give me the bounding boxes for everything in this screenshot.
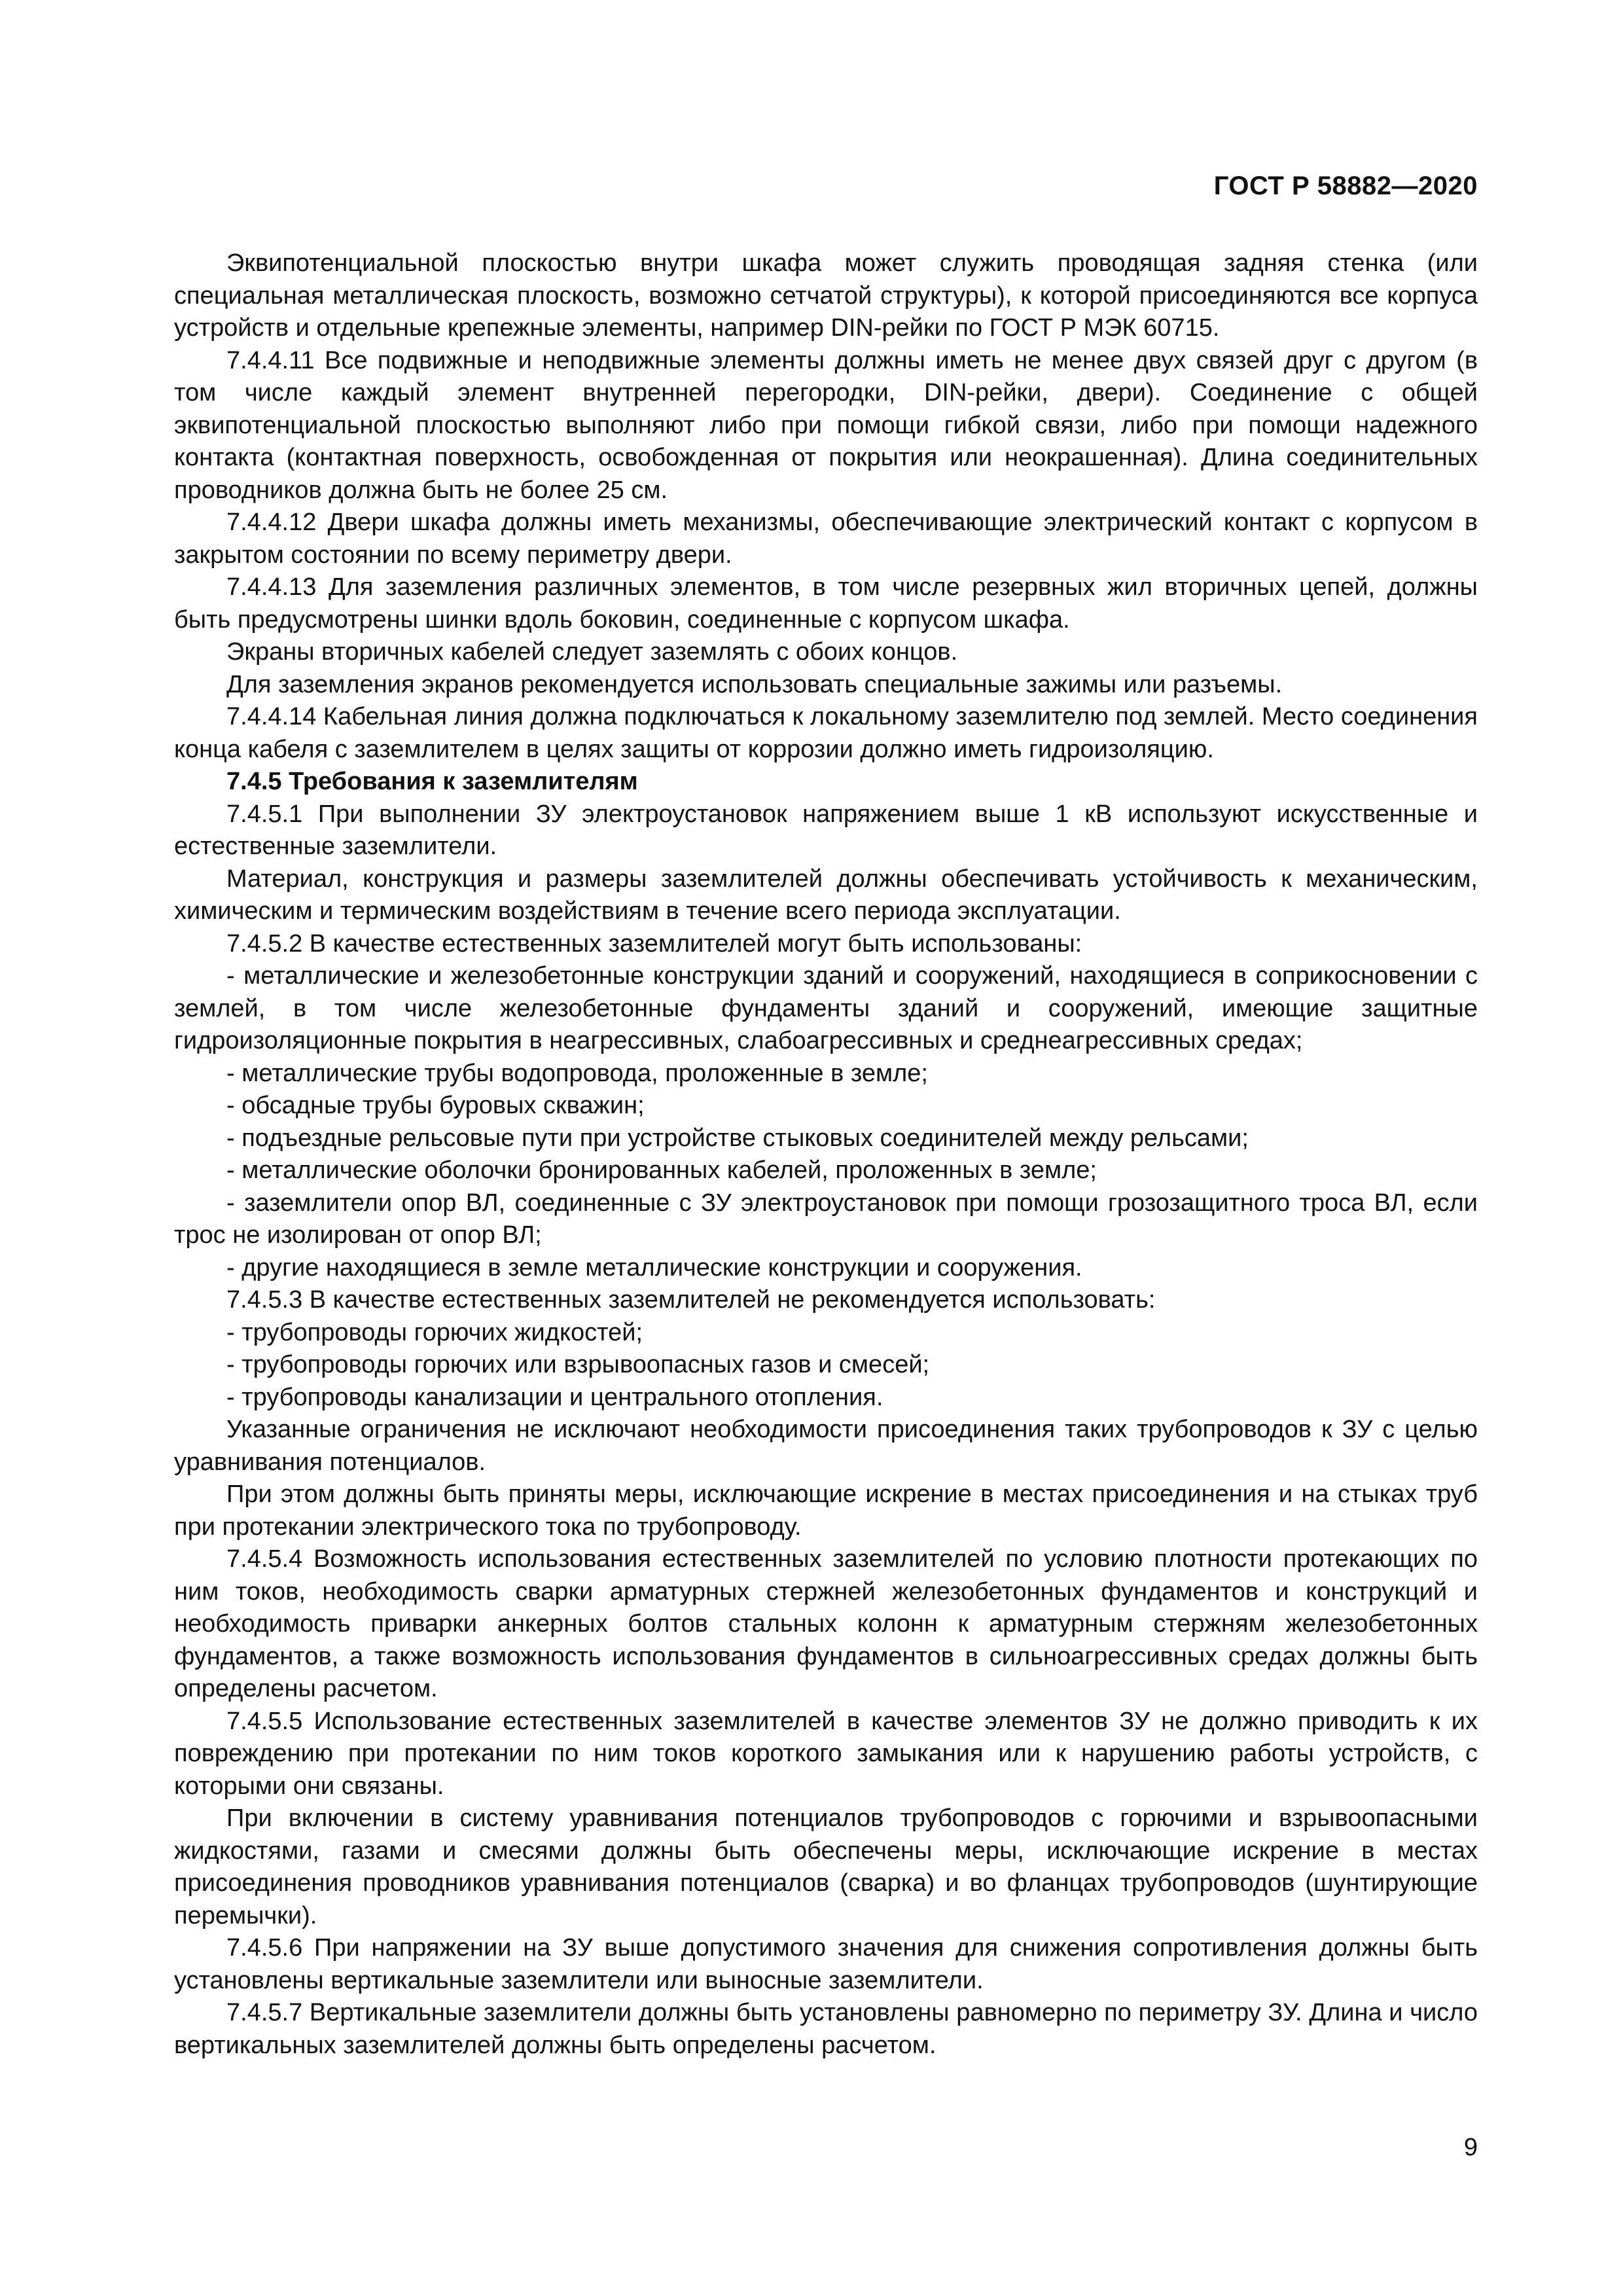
document-body <box>174 247 1478 2062</box>
paragraph: 7.4.5.6 При напряжении на ЗУ выше допустимого значения для снижения сопротивления должны быть установлены вертикальные заземлители или выносные заземлители. <box>174 1934 1478 1994</box>
paragraph: 7.4.4.12 Двери шкафа должны иметь механизмы, обеспечивающие электрический контакт с корпусом в закрытом состоянии по всему периметру двери. <box>174 509 1478 569</box>
list-item: - трубопроводы горючих жидкостей; <box>226 1318 643 1346</box>
list-item: - обсадные трубы буровых скважин; <box>226 1092 645 1119</box>
list-item: - трубопроводы канализации и центрального отопления. <box>226 1383 883 1411</box>
paragraph: 7.4.5.3 В качестве естественных заземлителей не рекомендуется использовать: <box>226 1286 1156 1314</box>
paragraph: 7.4.5.4 Возможность использования естественных заземлителей по условию плотности протекающих по ним токов, необходимость сварки арматурных стержней железобетонных фундаментов и конструкций и необходимость приварки анкерных болтов стальных колонн к арматурным стержням железобетонных фундаментов, а также возможность использования фундаментов в сильноагрессивных средах должны быть определены расчетом. <box>174 1545 1478 1702</box>
list-item: - трубопроводы горючих или взрывоопасных газов и смесей; <box>226 1351 930 1378</box>
paragraph: 7.4.4.14 Кабельная линия должна подключаться к локальному заземлителю под землей. Место соединения конца кабеля с заземлителем в целях защиты от коррозии должно иметь гидроизоляцию. <box>174 703 1478 763</box>
paragraph: 7.4.5.2 В качестве естественных заземлителей могут быть использованы: <box>226 929 1082 958</box>
list-item: - металлические оболочки бронированных кабелей, проложенных в земле; <box>226 1157 1097 1184</box>
paragraph: Экраны вторичных кабелей следует заземлять с обоих концов. <box>226 638 958 666</box>
list-item: - другие находящиеся в земле металлические конструкции и сооружения. <box>226 1253 1082 1282</box>
paragraph: При включении в систему уравнивания потенциалов трубопроводов с горючими и взрывоопасными жидкостями, газами и смесями должны быть обеспечены меры, исключающие искрение в местах присоединения проводников уравнивания потенциалов (сварка) и во фланцах трубопроводов (шунтирующие перемычки). <box>174 1804 1478 1929</box>
document-code-header: ГОСТ Р 58882—2020 <box>1213 171 1478 200</box>
paragraph: 7.4.5.7 Вертикальные заземлители должны быть установлены равномерно по периметру ЗУ. Длина и число вертикальных заземлителей должны быть определены расчетом. <box>174 1999 1478 2059</box>
page-number: 9 <box>1463 2134 1478 2161</box>
list-item: - подъездные рельсовые пути при устройстве стыковых соединителей между рельсами; <box>226 1124 1249 1152</box>
paragraph: 7.4.4.11 Все подвижные и неподвижные элементы должны иметь не менее двух связей друг с другом (в том числе каждый элемент внутренней перегородки, DIN-рейки, двери). Соединение с общей эквипотенциальной плоскостью выполняют либо при помощи гибкой связи, либо при помощи надежного контакта (контактная поверхность, освобожденная от покрытия или неокрашенная). Длина соединительных проводников должна быть не более 25 см. <box>174 346 1478 504</box>
paragraph: 7.4.5.1 При выполнении ЗУ электроустановок напряжением выше 1 кВ используют искусственные и естественные заземлители. <box>174 800 1478 860</box>
paragraph: 7.4.5.5 Использование естественных заземлителей в качестве элементов ЗУ не должно приводить к их повреждению при протекании по ним токов короткого замыкания или к нарушению работы устройств, с которыми они связаны. <box>174 1707 1478 1800</box>
list-item: - заземлители опор ВЛ, соединенные с ЗУ электроустановок при помощи грозозащитного троса ВЛ, если трос не изолирован от опор ВЛ; <box>174 1189 1478 1249</box>
paragraph: При этом должны быть приняты меры, исключающие искрение в местах присоединения и на стыках труб при протекании электрического тока по трубопроводу. <box>174 1480 1478 1541</box>
paragraph: 7.4.4.13 Для заземления различных элементов, в том числе резервных жил вторичных цепей, должны быть предусмотрены шинки вдоль боковин, соединенные с корпусом шкафа. <box>174 573 1478 634</box>
paragraph: Эквипотенциальной плоскостью внутри шкафа может служить проводящая задняя стенка (или специальная металлическая плоскость, возможно сетчатой структуры), к которой присоединяются все корпуса устройств и отдельные крепежные элементы, например DIN-рейки по ГОСТ Р МЭК 60715. <box>174 249 1478 342</box>
paragraph: Материал, конструкция и размеры заземлителей должны обеспечивать устойчивость к механическим, химическим и термическим воздействиям в течение всего периода эксплуатации. <box>174 865 1478 925</box>
paragraph: Для заземления экранов рекомендуется использовать специальные зажимы или разъемы. <box>226 670 1283 698</box>
section-heading: 7.4.5 Требования к заземлителям <box>226 768 638 795</box>
list-item: - металлические и железобетонные конструкции зданий и сооружений, находящиеся в соприкосновении с землей, в том числе железобетонные фундаменты зданий и сооружений, имеющие защитные гидроизоляционные покрытия в неагрессивных, слабоагрессивных и среднеагрессивных средах; <box>174 962 1478 1054</box>
paragraph: Указанные ограничения не исключают необходимости присоединения таких трубопроводов к ЗУ с целью уравнивания потенциалов. <box>174 1416 1478 1476</box>
list-item: - металлические трубы водопровода, проложенные в земле; <box>226 1059 928 1087</box>
